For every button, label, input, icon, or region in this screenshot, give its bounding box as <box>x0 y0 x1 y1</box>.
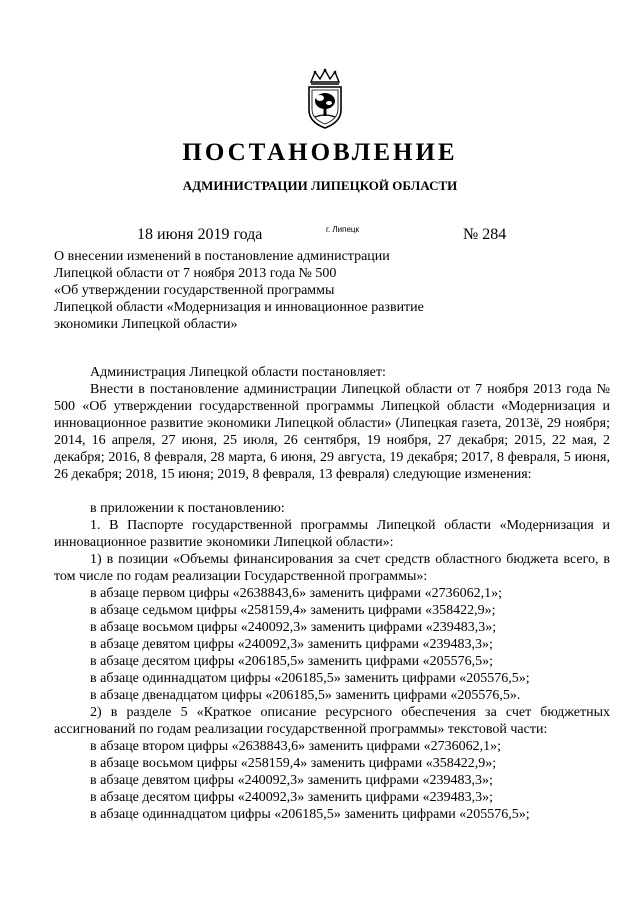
document-subject <box>54 248 474 333</box>
appendix-heading: в приложении к постановлению: <box>90 501 285 516</box>
subpoint-2: 2) в разделе 5 «Краткое описание ресурсного обеспечения за счет бюджетных ассигнований по годам реализации государственной программы» текстовой части: <box>54 705 610 737</box>
change-item: в абзаце первом цифры «2638843,6» заменить цифрами «2736062,1»; <box>90 586 502 601</box>
document-issuer: АДМИНИСТРАЦИИ ЛИПЕЦКОЙ ОБЛАСТИ <box>182 178 458 193</box>
change-item: в абзаце двенадцатом цифры «206185,5» заменить цифрами «205576,5». <box>90 688 521 703</box>
document-date: 18 июня 2019 года <box>137 226 263 243</box>
subject-line: Липецкой области от 7 ноября 2013 года № 500 <box>54 266 337 281</box>
subject-line: «Об утверждении государственной программы <box>54 283 335 298</box>
change-item: в абзаце девятом цифры «240092,3» заменить цифрами «239483,3»; <box>90 773 493 788</box>
change-item: в абзаце девятом цифры «240092,3» заменить цифрами «239483,3»; <box>90 637 493 652</box>
change-item: в абзаце втором цифры «2638843,6» заменить цифрами «2736062,1»; <box>90 739 501 754</box>
subject-line: О внесении изменений в постановление администрации <box>54 249 390 264</box>
document-body <box>54 364 610 823</box>
subject-line: Липецкой области «Модернизация и инновационное развитие <box>54 300 424 315</box>
change-item: в абзаце седьмом цифры «258159,4» заменить цифрами «358422,9»; <box>90 603 496 618</box>
change-item: в абзаце десятом цифры «206185,5» заменить цифрами «205576,5»; <box>90 654 494 669</box>
change-item: в абзаце восьмом цифры «258159,4» заменить цифрами «358422,9»; <box>90 756 497 771</box>
change-item: в абзаце десятом цифры «240092,3» заменить цифрами «239483,3»; <box>90 790 494 805</box>
document-number: № 284 <box>463 226 507 243</box>
change-item: в абзаце одиннадцатом цифры «206185,5» заменить цифрами «205576,5»; <box>90 807 530 822</box>
point-1: 1. В Паспорте государственной программы Липецкой области «Модернизация и инновационное развитие экономики Липецкой области»: <box>54 518 610 550</box>
document-title: ПОСТАНОВЛЕНИЕ <box>182 139 458 166</box>
coat-of-arms-emblem <box>303 68 347 130</box>
subject-line: экономики Липецкой области» <box>54 317 238 332</box>
amendment-paragraph: Внести в постановление администрации Липецкой области от 7 ноября 2013 года № 500 «Об утверждении государственной программы Липецкой области «Модернизация и инновационное развитие экономики Липецкой области» (Липецкая газета, 2013ё, 29 ноября; 2014, 16 апреля, 27 июня, 25 июля, 26 сентября, 19 ноября, 27 декабря; 2015, 22 мая, 2 декабря; 2016, 8 февраля, 28 марта, 6 июня, 29 августа, 19 декабря; 2017, 8 февраля, 5 июня, 26 декабря; 2018, 15 июня; 2019, 8 февраля, 13 февраля) следующие изменения: <box>54 382 610 482</box>
subpoint-1: 1) в позиции «Объемы финансирования за счет средств областного бюджета всего, в том числе по годам реализации Государственной программы»: <box>54 552 610 584</box>
resolution-intro: Администрация Липецкой области постановляет: <box>90 365 386 380</box>
change-item: в абзаце одиннадцатом цифры «206185,5» заменить цифрами «205576,5»; <box>90 671 530 686</box>
change-item: в абзаце восьмом цифры «240092,3» заменить цифрами «239483,3»; <box>90 620 497 635</box>
document-city: г. Липецк <box>326 225 359 234</box>
